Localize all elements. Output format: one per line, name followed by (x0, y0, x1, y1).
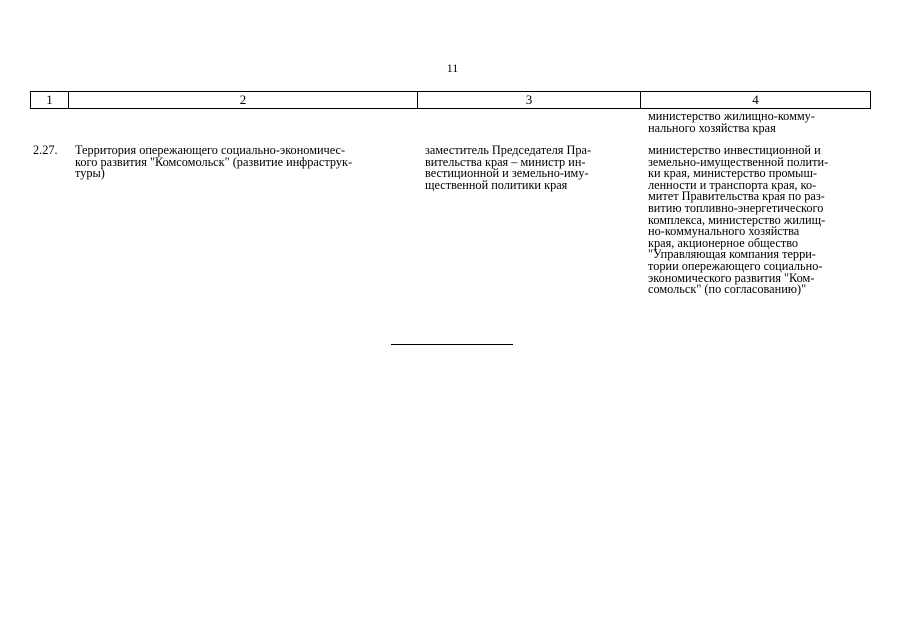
page-number: 11 (446, 61, 459, 75)
row-territory-name: Территория опережающего социально-экономичес- кого развития "Комсомольск" (развитие инфраструк- туры) (75, 143, 353, 181)
row-number: 2.27. (33, 143, 58, 157)
end-of-document-rule (391, 344, 513, 345)
column-header-1: 1 (31, 92, 69, 108)
row-responsible-official: заместитель Председателя Пра- вительства края – министр ин- вестиционной и земельно-иму- щественной политики края (425, 143, 592, 192)
column-header-3: 3 (418, 92, 641, 108)
row-participants: министерство инвестиционной и земельно-имущественной полити- ки края, министерство промыш- ленности и транспорта края, ко- митет Правительства края по раз- витию топливно-энергетического комплекса, министерство жилищ- но-коммунального хозяйства края, акционерное общество "Управляющая компания терри- тории опережающего социально- экономического развития "Ком- сомольск" (по согласованию)" (648, 143, 829, 297)
continued-column-4-text: министерство жилищно-комму- нального хозяйства края (648, 109, 815, 135)
column-header-2: 2 (69, 92, 418, 108)
column-header-4: 4 (752, 92, 759, 107)
table-header-row (30, 91, 871, 109)
